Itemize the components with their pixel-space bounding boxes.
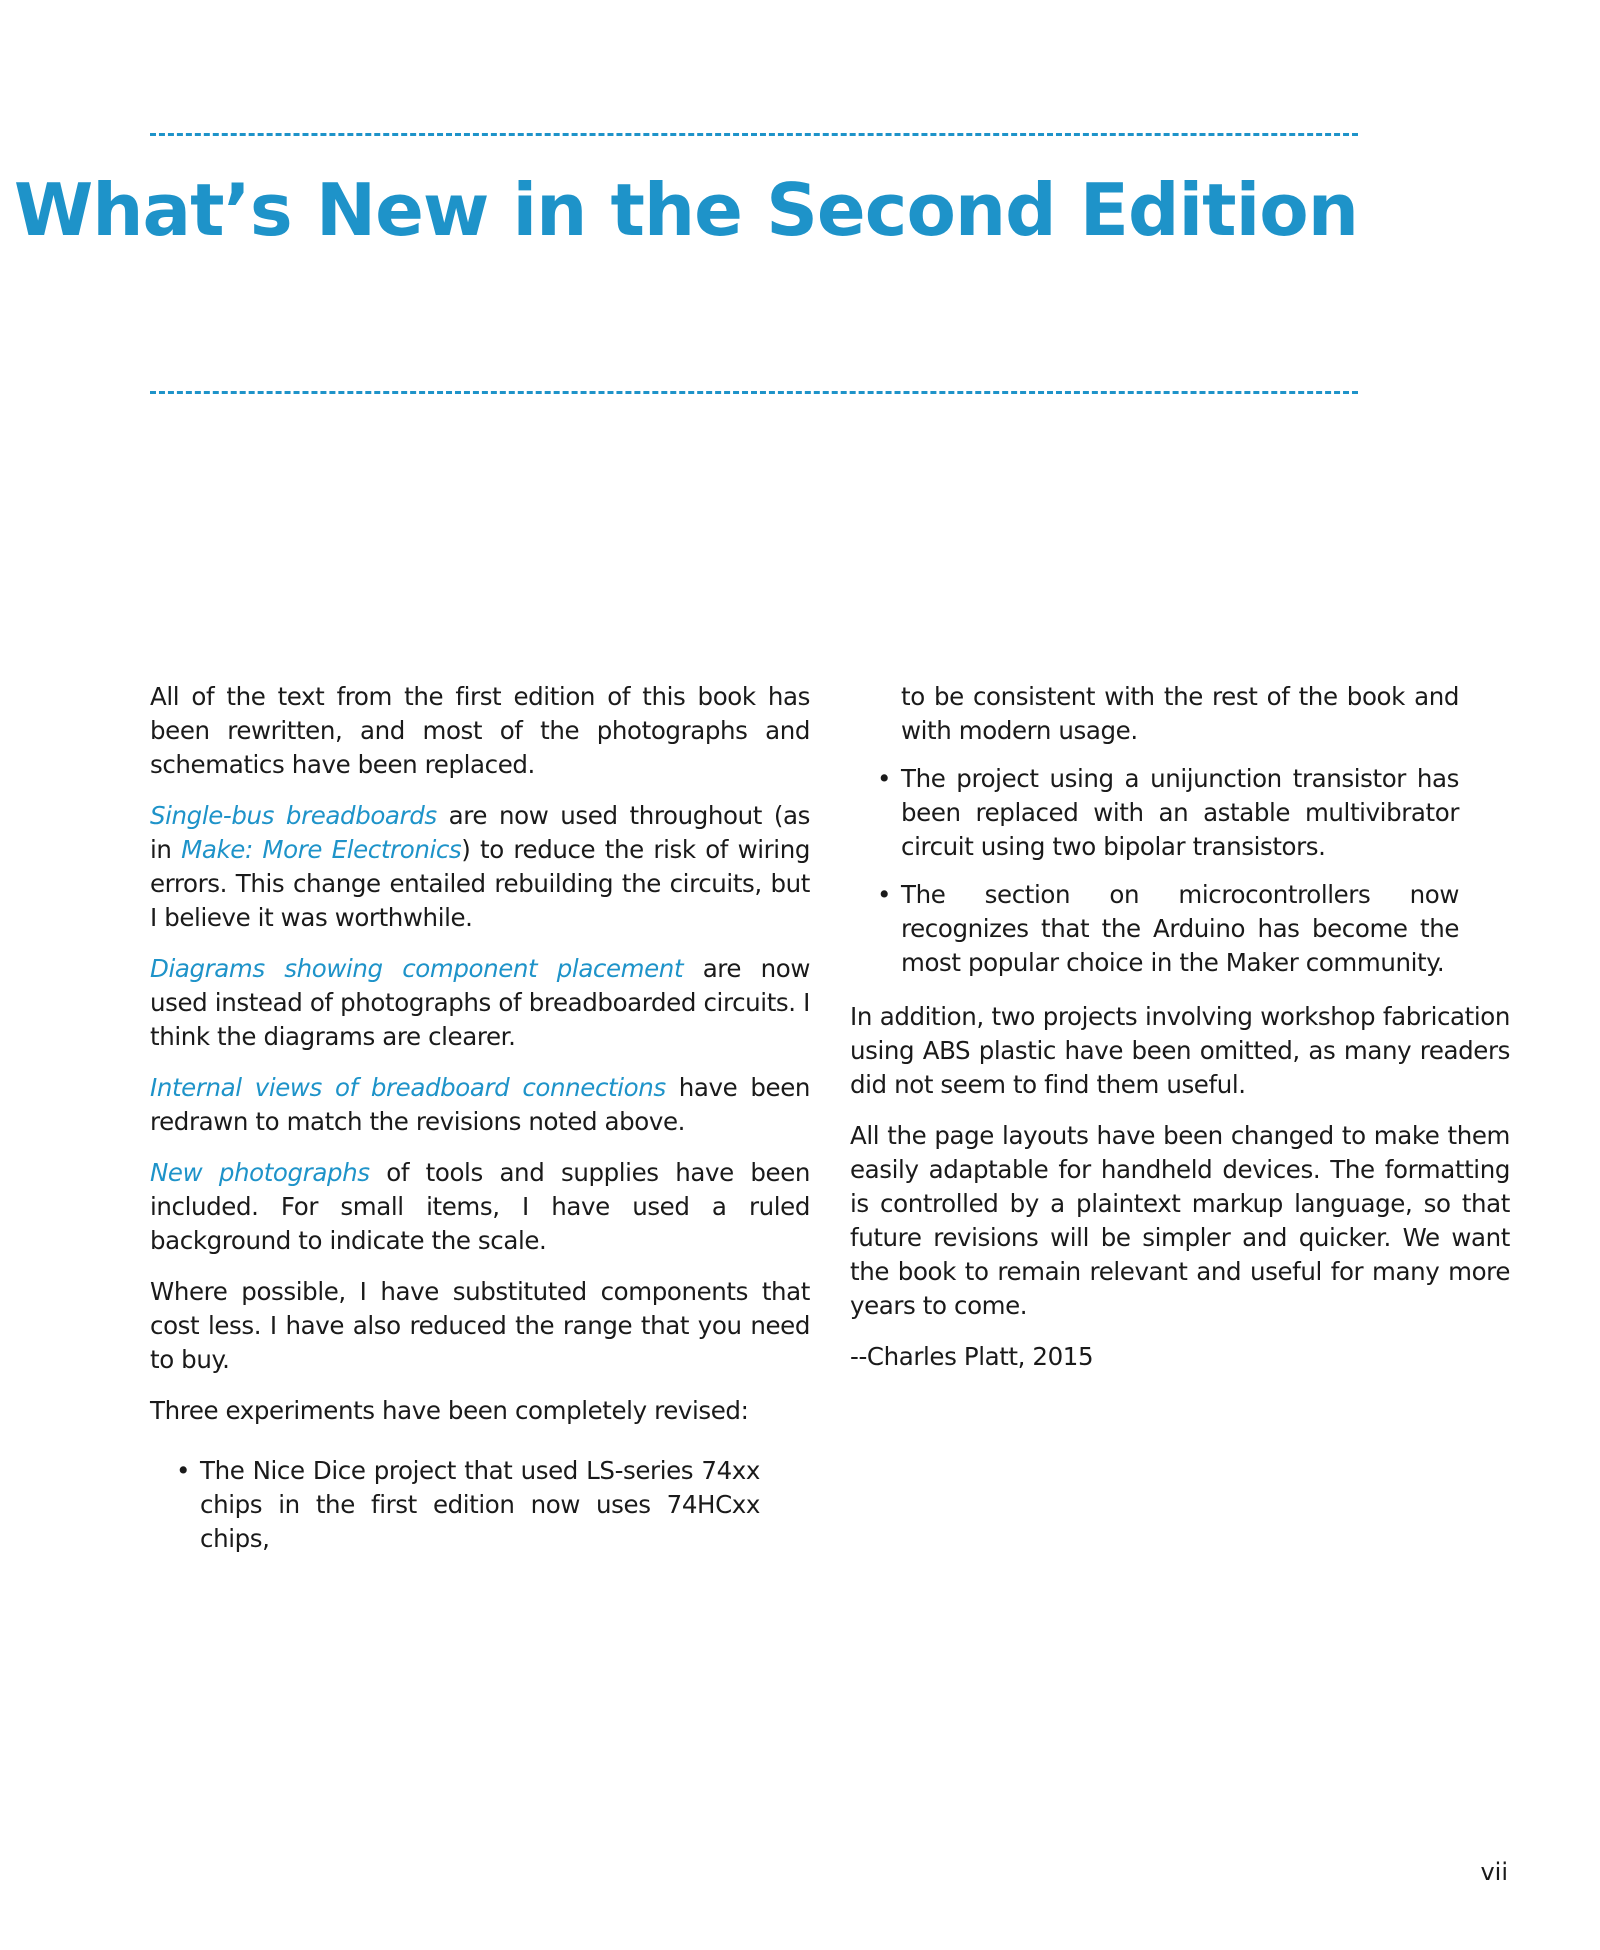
- page-number: vii: [1480, 1858, 1508, 1886]
- paragraph-text: ) to reduce the risk of wiring errors. This change entailed rebuilding the circuits, but I believe it was worthwhile.: [150, 835, 810, 932]
- bottom-dashed-rule: [150, 391, 1358, 394]
- paragraph-diagrams: [150, 952, 810, 1054]
- right-column: [850, 680, 1510, 1391]
- list-item-text: The Nice Dice project that used LS-series 74xx chips in the first edition now uses 74HCxx chips,: [200, 1456, 760, 1553]
- chapter-title: What’s New in the Second Edition: [13, 168, 1358, 252]
- list-item: [176, 1454, 760, 1556]
- link-internal-views: Internal views of breadboard connections: [150, 1073, 666, 1102]
- paragraph-experiments-intro: Three experiments have been completely revised:: [150, 1396, 749, 1425]
- bullet-list-left: [176, 1454, 760, 1556]
- bullet-list-right: [877, 762, 1459, 980]
- bullet-continuation: to be consistent with the rest of the book and with modern usage.: [901, 682, 1459, 745]
- paragraph-photographs: [150, 1156, 810, 1258]
- paragraph-page-layouts: All the page layouts have been changed to make them easily adaptable for handheld devices. The formatting is controlled by a plaintext markup language, so that future revisions will be simpler and quicker. We want the book to remain relevant and useful for many more years to come.: [850, 1121, 1510, 1320]
- link-diagrams-component-placement: Diagrams showing component placement: [150, 954, 684, 983]
- paragraph-internal-views: [150, 1071, 810, 1139]
- list-item: [877, 762, 1459, 864]
- left-column: [150, 680, 810, 1576]
- paragraph-text: are now used instead of photographs of breadboarded circuits. I think the diagrams are clearer.: [150, 954, 810, 1051]
- author-signature: --Charles Platt, 2015: [850, 1342, 1094, 1371]
- paragraph-components: Where possible, I have substituted components that cost less. I have also reduced the range that you need to buy.: [150, 1277, 810, 1374]
- link-make-more-electronics: Make: More Electronics: [181, 835, 462, 864]
- paragraph-rewritten: All of the text from the first edition of this book has been rewritten, and most of the photographs and schematics have been replaced.: [150, 682, 810, 779]
- paragraph-breadboards: [150, 799, 810, 935]
- link-new-photographs: New photographs: [150, 1158, 370, 1187]
- paragraph-text: have been redrawn to match the revisions noted above.: [150, 1073, 810, 1136]
- top-dashed-rule: [150, 133, 1358, 136]
- bullet-icon: •: [176, 1456, 191, 1485]
- link-single-bus-breadboards: Single-bus breadboards: [150, 801, 437, 830]
- paragraph-text: are now used throughout (as in: [150, 801, 811, 864]
- bullet-icon: •: [877, 764, 892, 793]
- list-item-text: The section on microcontrollers now recognizes that the Arduino has become the most popular choice in the Maker community.: [901, 880, 1459, 977]
- list-item-text: The project using a unijunction transistor has been replaced with an astable multivibrator circuit using two bipolar transistors.: [901, 764, 1459, 861]
- list-item: [877, 878, 1459, 980]
- paragraph-text: of tools and supplies have been included. For small items, I have used a ruled background to indicate the scale.: [150, 1158, 810, 1255]
- bullet-icon: •: [877, 880, 892, 909]
- paragraph-omitted-projects: In addition, two projects involving workshop fabrication using ABS plastic have been omitted, as many readers did not seem to find them useful.: [850, 1002, 1510, 1099]
